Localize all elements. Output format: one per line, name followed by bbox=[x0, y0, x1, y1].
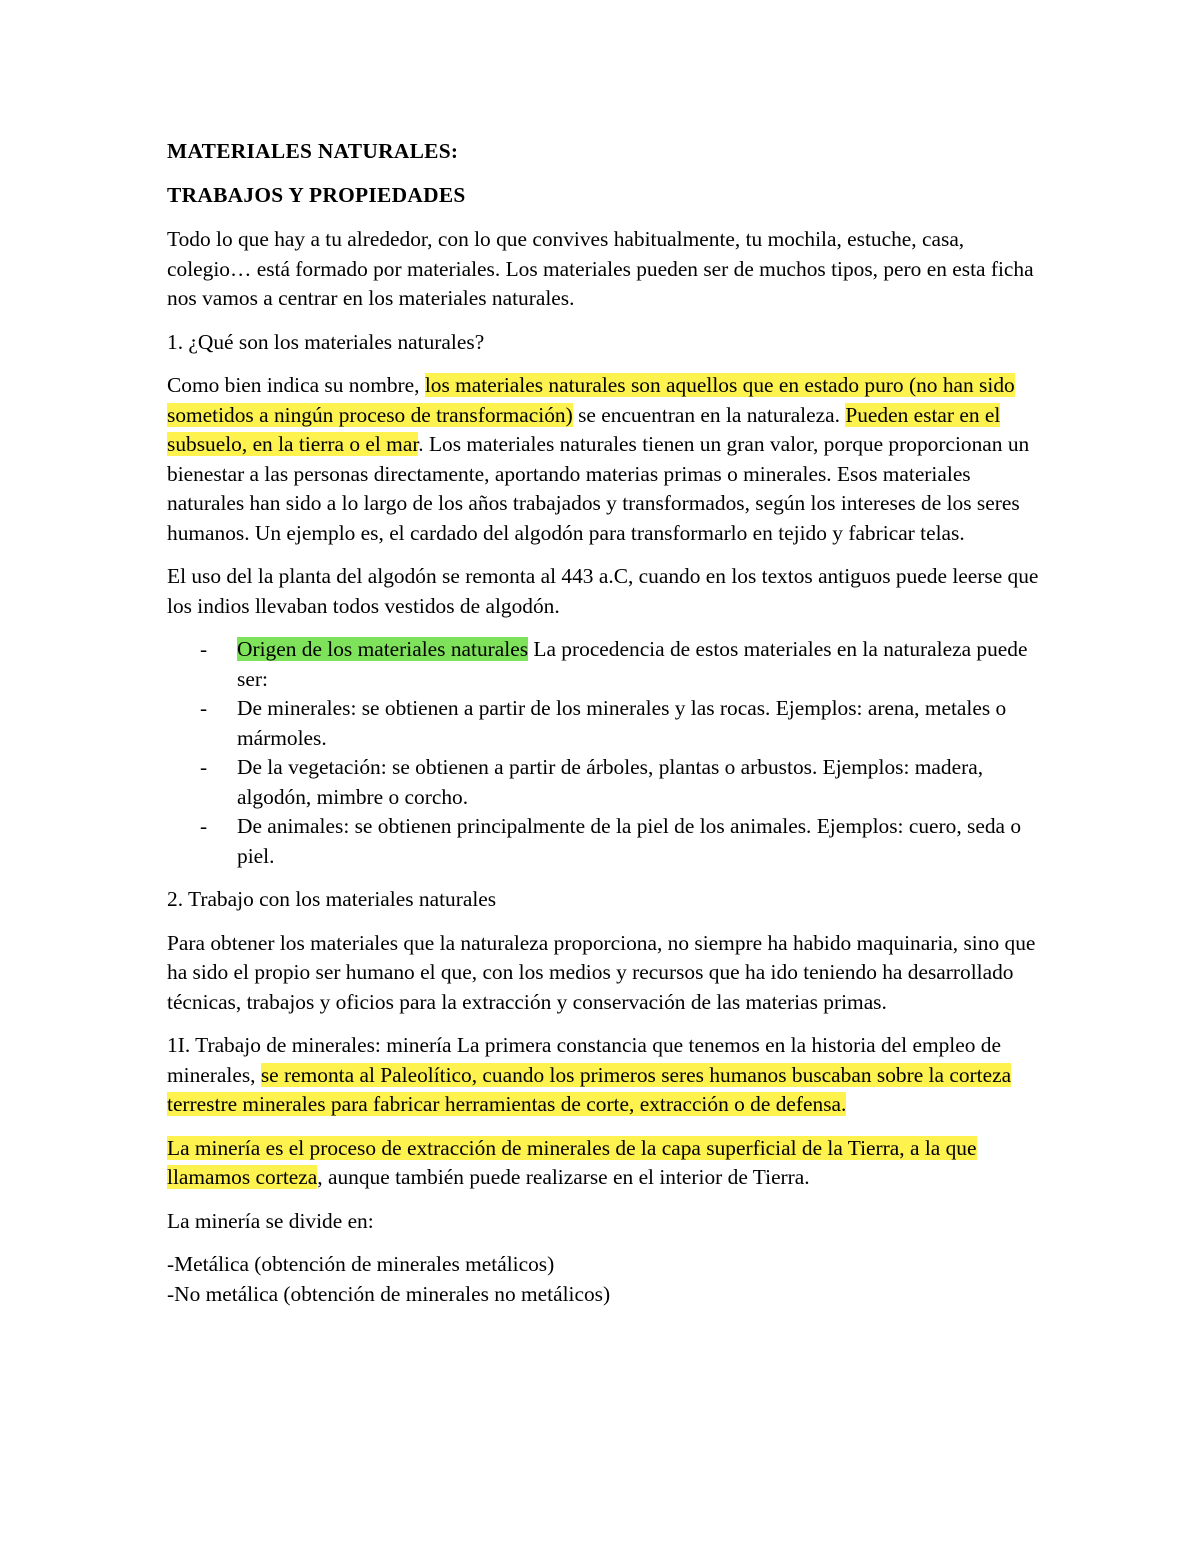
mining-history-highlight: se remonta al Paleolítico, cuando los primeros seres humanos buscaban sobre la corteza terrestre minerales para fabricar herramientas de corte, extracción o de defensa. bbox=[167, 1062, 1012, 1116]
mining-history-paragraph bbox=[167, 1031, 1040, 1120]
definition-text-a: Como bien indica su nombre, bbox=[167, 373, 425, 397]
intro-paragraph: Todo lo que hay a tu alrededor, con lo que convives habitualmente, tu mochila, estuche, casa, colegio… está formado por materiales. Los materiales pueden ser de muchos tipos, pero en esta ficha nos vamos a centrar en los materiales naturales. bbox=[167, 227, 1034, 310]
mining-type-non-metallic: -No metálica (obtención de minerales no metálicos) bbox=[167, 1281, 611, 1306]
list-item bbox=[237, 635, 1040, 694]
mining-definition-highlight: La minería es el proceso de extracción de minerales de la capa superficial de la Tierra, a la que llamamos corteza bbox=[167, 1135, 977, 1189]
definition-paragraph bbox=[167, 371, 1040, 548]
work-paragraph: Para obtener los materiales que la naturaleza proporciona, no siempre ha habido maquinaria, sino que ha sido el propio ser humano el que, con los medios y recursos que ha ido teniendo ha desarrollado técnicas, trabajos y oficios para la extracción y conservación de las materias primas. bbox=[167, 930, 1036, 1014]
definition-text-e: . Los materiales naturales tienen un gran valor, porque proporcionan un bienestar a las personas directamente, aportando materias primas o minerales. Esos materiales naturales han sido a lo largo de los años trabajados y transformados, según los intereses de los seres humanos. Un ejemplo es, el cardado del algodón para transformarlo en tejido y fabricar telas. bbox=[167, 432, 1030, 545]
list-item: - De la vegetación: se obtienen a partir de árboles, plantas o arbustos. Ejemplos: madera, algodón, mimbre o corcho. bbox=[237, 753, 1040, 812]
list-item: - De minerales: se obtienen a partir de los minerales y las rocas. Ejemplos: arena, metales o mármoles. bbox=[237, 694, 1040, 753]
mining-definition-text: , aunque también puede realizarse en el interior de Tierra. bbox=[317, 1165, 810, 1189]
mining-division-heading: La minería se divide en: bbox=[167, 1208, 374, 1233]
origin-highlight: Origen de los materiales naturales bbox=[237, 637, 529, 661]
document-title: MATERIALES NATURALES: bbox=[167, 139, 459, 163]
origin-text: La procedencia de estos materiales en la naturaleza puede ser: bbox=[237, 637, 1028, 691]
mining-history-text: 1I. Trabajo de minerales: minería La primera constancia que tenemos en la historia del empleo de minerales, bbox=[167, 1033, 1001, 1087]
origin-list bbox=[167, 635, 1040, 871]
definition-highlight-2: Pueden estar en el subsuelo, en la tierra o el mar bbox=[167, 402, 1001, 456]
section-1-heading: 1. ¿Qué son los materiales naturales? bbox=[167, 329, 485, 354]
document-subtitle: TRABAJOS Y PROPIEDADES bbox=[167, 182, 466, 207]
cotton-history-paragraph: El uso del la planta del algodón se remonta al 443 a.C, cuando en los textos antiguos puede leerse que los indios llevaban todos vestidos de algodón. bbox=[167, 564, 1039, 618]
list-item: - De animales: se obtienen principalmente de la piel de los animales. Ejemplos: cuero, seda o piel. bbox=[237, 812, 1040, 871]
mining-definition-paragraph bbox=[167, 1134, 1040, 1193]
mining-type-metallic: -Metálica (obtención de minerales metálicos) bbox=[167, 1252, 555, 1276]
definition-text-c: se encuentran en la naturaleza. bbox=[572, 402, 846, 427]
section-2-heading: 2. Trabajo con los materiales naturales bbox=[167, 887, 497, 911]
definition-highlight-1: los materiales naturales son aquellos que en estado puro (no han sido sometidos a ningún proceso de transformación) bbox=[167, 373, 1015, 427]
